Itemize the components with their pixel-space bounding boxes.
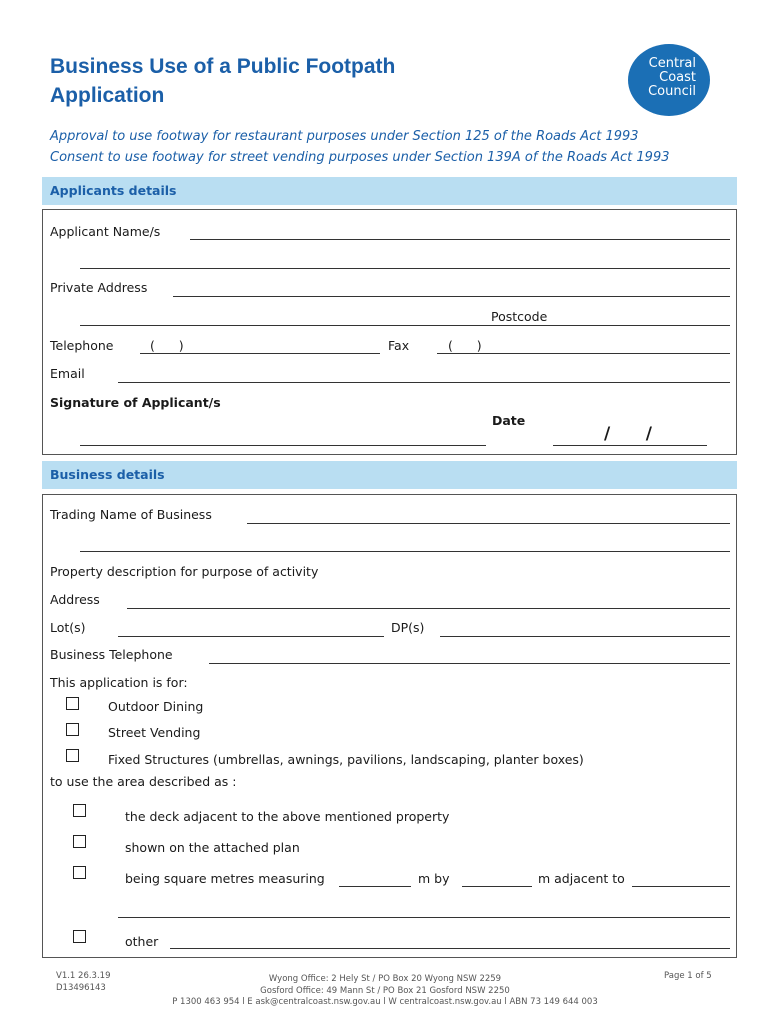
dp-label: DP(s) [391,620,425,635]
trading-name-field-2[interactable] [80,551,730,552]
private-address-label: Private Address [50,280,148,295]
applicants-section-header [42,177,737,205]
signature-field[interactable] [80,445,486,446]
square-metres-label: being square metres measuring [125,871,325,886]
fixed-structures-checkbox[interactable] [66,749,79,762]
outdoor-dining-label: Outdoor Dining [108,699,204,714]
subtitle-roads-act-139a: Consent to use footway for street vending purposes under Section 139A of the Roads Act 1993 [50,150,670,165]
date-field[interactable] [553,445,707,446]
applicants-section-title: Applicants details [50,183,177,198]
email-label: Email [50,366,85,381]
applicant-name-label: Applicant Name/s [50,224,161,239]
deck-adjacent-checkbox[interactable] [73,804,86,817]
applicant-name-field-2[interactable] [80,268,730,269]
form-title-line2: Application [50,84,165,107]
other-field[interactable] [170,948,730,949]
gosford-office-address: Gosford Office: 49 Mann St / PO Box 21 Gosford NSW 2250 [260,986,510,996]
business-section-header [42,461,737,489]
business-section-title: Business details [50,467,165,482]
adjacent-to-field[interactable] [632,886,730,887]
business-address-label: Address [50,592,100,607]
fax-area-brackets: ( ) [448,338,482,353]
applicant-name-field[interactable] [190,239,730,240]
m-adjacent-label: m adjacent to [538,871,625,886]
lots-field[interactable] [118,636,384,637]
fixed-structures-label: Fixed Structures (umbrellas, awnings, pavilions, landscaping, planter boxes) [108,752,584,767]
postcode-field[interactable] [550,325,730,326]
area-described-label: to use the area described as : [50,774,237,789]
adjacent-to-field-2[interactable] [118,917,730,918]
fax-field[interactable] [437,353,730,354]
contact-details: P 1300 463 954 l E ask@centralcoast.nsw.gov.au l W centralcoast.nsw.gov.au l ABN 73 149 644 003 [172,997,598,1007]
trading-name-label: Trading Name of Business [50,507,212,522]
outdoor-dining-checkbox[interactable] [66,697,79,710]
trading-name-field[interactable] [247,523,730,524]
telephone-label: Telephone [50,338,114,353]
date-label: Date [492,413,526,428]
private-address-field[interactable] [173,296,730,297]
page-number: Page 1 of 5 [664,971,712,981]
street-vending-label: Street Vending [108,725,201,740]
signature-label: Signature of Applicant/s [50,395,221,410]
fax-label: Fax [388,338,410,353]
property-description-label: Property description for purpose of activity [50,564,319,579]
lots-label: Lot(s) [50,620,86,635]
application-for-label: This application is for: [50,675,188,690]
applicants-details-box [42,209,737,455]
m-by-label: m by [418,871,450,886]
postcode-label: Postcode [491,309,548,324]
attached-plan-checkbox[interactable] [73,835,86,848]
version-label: V1.1 26.3.19 [56,971,111,981]
business-address-field[interactable] [127,608,730,609]
street-vending-checkbox[interactable] [66,723,79,736]
date-separators: / / [604,424,652,444]
email-field[interactable] [118,382,730,383]
other-label: other [125,934,159,949]
square-metres-checkbox[interactable] [73,866,86,879]
length-field[interactable] [339,886,411,887]
attached-plan-label: shown on the attached plan [125,840,300,855]
telephone-area-brackets: ( ) [150,338,184,353]
subtitle-roads-act-125: Approval to use footway for restaurant purposes under Section 125 of the Roads Act 1993 [50,129,639,144]
council-logo: Central Coast Council [628,44,710,116]
form-title [50,52,395,110]
document-id: D13496143 [56,983,106,993]
telephone-field[interactable] [140,353,380,354]
deck-adjacent-label: the deck adjacent to the above mentioned property [125,809,450,824]
wyong-office-address: Wyong Office: 2 Hely St / PO Box 20 Wyong NSW 2259 [268,974,502,984]
dp-field[interactable] [440,636,730,637]
business-telephone-label: Business Telephone [50,647,173,662]
private-address-field-2[interactable] [80,325,550,326]
width-field[interactable] [462,886,532,887]
form-title-line1: Business Use of a Public Footpath [50,55,396,78]
other-checkbox[interactable] [73,930,86,943]
business-telephone-field[interactable] [209,663,730,664]
